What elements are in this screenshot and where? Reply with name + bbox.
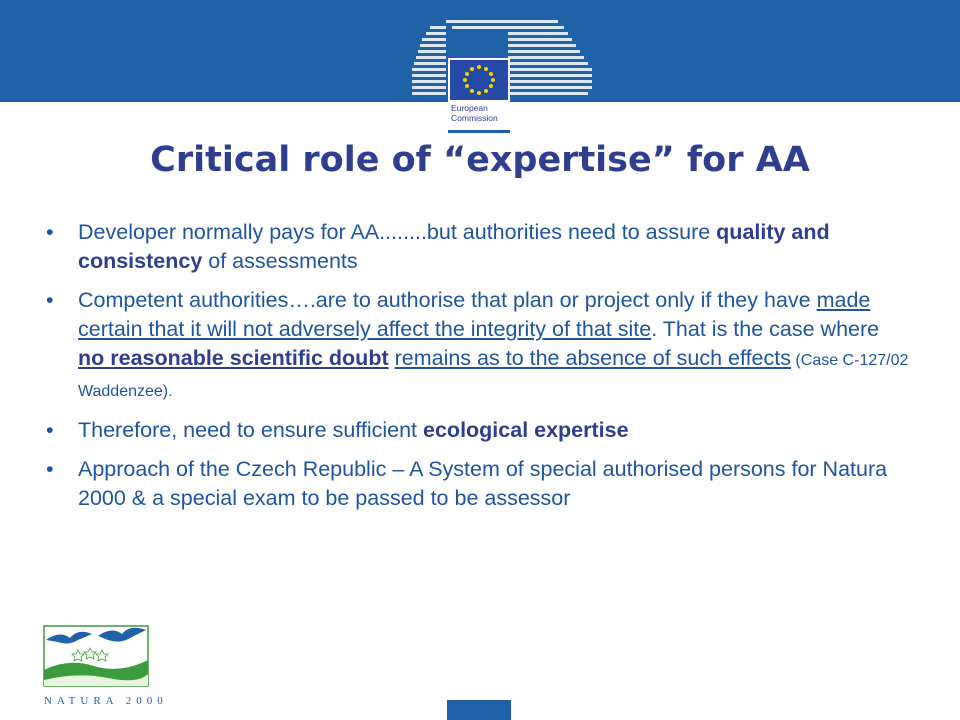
- bullet-emphasis-underline: no reasonable scientific doubt: [78, 346, 389, 370]
- bullet-item: [40, 286, 910, 406]
- bullet-text: of assessments: [202, 249, 358, 273]
- slide-title: Critical role of “expertise” for AA: [150, 140, 810, 180]
- bullet-item: [40, 455, 910, 513]
- bullet-emphasis: ecological expertise: [423, 418, 629, 442]
- bullet-dot: •: [46, 220, 54, 244]
- bullet-citation: (Case C-127/02 Waddenzee).: [78, 352, 909, 400]
- bullet-item: [40, 218, 910, 276]
- bullet-text: . That is the case where: [651, 317, 880, 341]
- bullet-item: [40, 416, 910, 445]
- svg-text:European: European: [451, 103, 488, 113]
- svg-text:Commission: Commission: [451, 113, 498, 123]
- european-commission-logo: [412, 18, 592, 136]
- bullet-text: Competent authorities….are to authorise that plan or project only if they have: [78, 288, 817, 312]
- natura-2000-logo: [38, 620, 168, 710]
- bullet-dot: •: [46, 457, 54, 481]
- bullet-underline: made certain that it will not adversely affect the integrity of that site: [78, 288, 871, 341]
- bullet-text: Therefore, need to ensure sufficient: [78, 418, 424, 442]
- bullet-dot: •: [46, 418, 54, 442]
- bottom-accent-block: [447, 700, 511, 720]
- bullet-underline: remains as to the absence of such effects: [394, 346, 791, 370]
- bullet-text: Approach of the Czech Republic – A System of special authorised persons for Natura 2000 & a special exam to be passed to be assessor: [78, 457, 888, 510]
- natura-logo-text: NATURA 2000: [44, 695, 168, 707]
- bullet-text: Developer normally pays for AA........but authorities need to assure: [78, 220, 717, 244]
- bullet-dot: •: [46, 288, 54, 312]
- bullet-emphasis: quality and consistency: [78, 220, 830, 273]
- bullet-list: [40, 218, 910, 523]
